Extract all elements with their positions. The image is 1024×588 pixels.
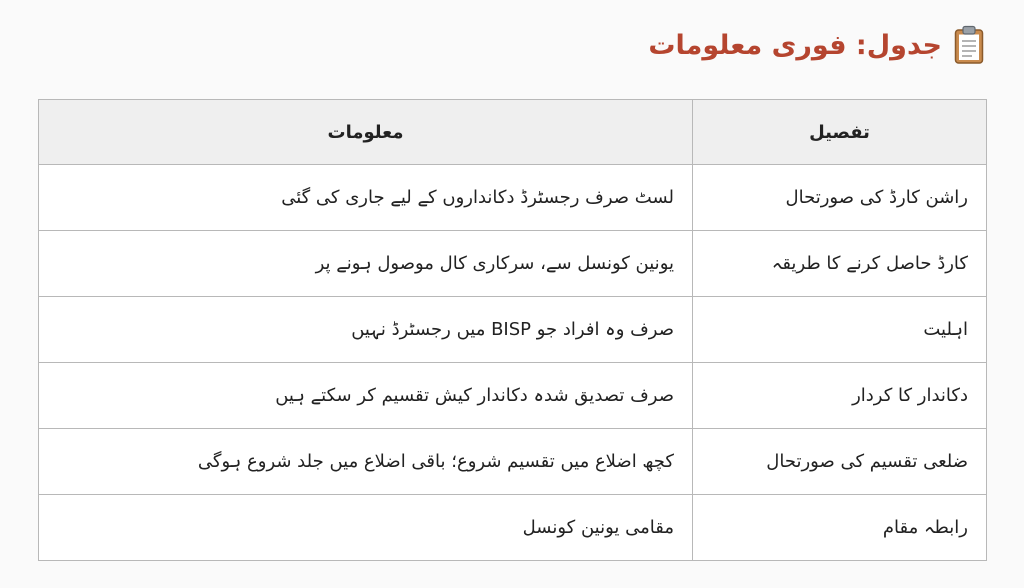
table-row xyxy=(39,297,987,363)
table-cell-info: مقامی یونین کونسل xyxy=(39,495,693,561)
quick-info-table xyxy=(38,99,987,561)
table-cell-info: کچھ اضلاع میں تقسیم شروع؛ باقی اضلاع میں جلد شروع ہوگی xyxy=(39,429,693,495)
table-row xyxy=(39,165,987,231)
column-header-info: معلومات xyxy=(39,100,693,165)
table-cell-info: یونین کونسل سے، سرکاری کال موصول ہونے پر xyxy=(39,231,693,297)
page-title: جدول: فوری معلومات xyxy=(648,29,942,61)
table-row xyxy=(39,231,987,297)
table-cell-detail: کارڈ حاصل کرنے کا طریقہ xyxy=(693,231,987,297)
table-row xyxy=(39,495,987,561)
table-cell-detail: اہلیت xyxy=(693,297,987,363)
table-cell-detail: رابطہ مقام xyxy=(693,495,987,561)
clipboard-icon xyxy=(954,25,984,65)
column-header-detail: تفصیل xyxy=(693,100,987,165)
table-cell-info: لسٹ صرف رجسٹرڈ دکانداروں کے لیے جاری کی گئی xyxy=(39,165,693,231)
table-header-row xyxy=(39,100,987,165)
table-cell-info: صرف وہ افراد جو BISP میں رجسٹرڈ نہیں xyxy=(39,297,693,363)
table-cell-detail: دکاندار کا کردار xyxy=(693,363,987,429)
table-row xyxy=(39,429,987,495)
table-cell-info: صرف تصدیق شدہ دکاندار کیش تقسیم کر سکتے ہیں xyxy=(39,363,693,429)
page-heading xyxy=(648,22,984,68)
table-cell-detail: راشن کارڈ کی صورتحال xyxy=(693,165,987,231)
table-row xyxy=(39,363,987,429)
table-cell-detail: ضلعی تقسیم کی صورتحال xyxy=(693,429,987,495)
